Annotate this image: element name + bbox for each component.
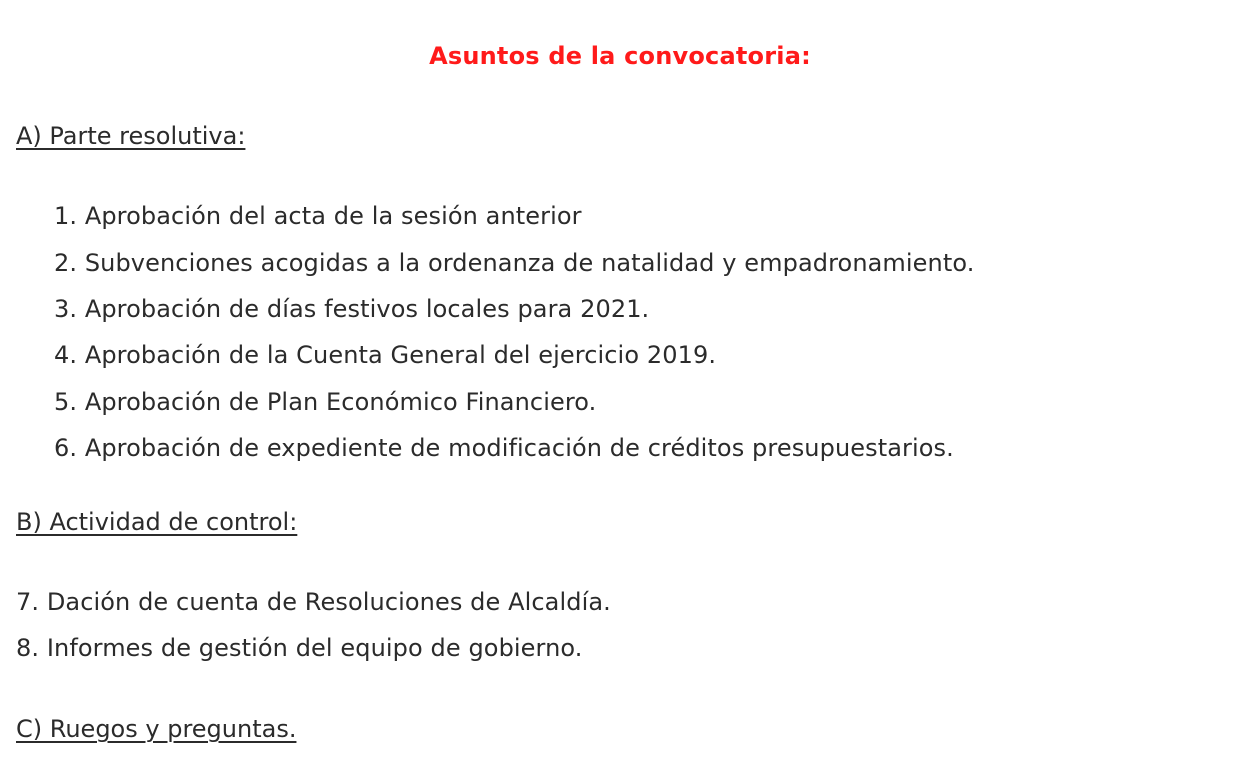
section-b-heading: B) Actividad de control: [16,508,298,536]
list-item: 4. Aprobación de la Cuenta General del ejercicio 2019. [54,341,717,369]
list-item: 1. Aprobación del acta de la sesión anterior [54,202,582,230]
list-item: 8. Informes de gestión del equipo de gobierno. [16,634,583,662]
list-item: 3. Aprobación de días festivos locales para 2021. [54,295,650,323]
list-item: 2. Subvenciones acogidas a la ordenanza de natalidad y empadronamiento. [54,249,975,277]
list-item: 5. Aprobación de Plan Económico Financiero. [54,388,597,416]
section-a-heading: A) Parte resolutiva: [16,122,246,150]
list-item: 7. Dación de cuenta de Resoluciones de Alcaldía. [16,588,611,616]
agenda-title: Asuntos de la convocatoria: [429,42,811,70]
list-item: 6. Aprobación de expediente de modificación de créditos presupuestarios. [54,434,954,462]
section-c-heading: C) Ruegos y preguntas. [16,715,297,743]
